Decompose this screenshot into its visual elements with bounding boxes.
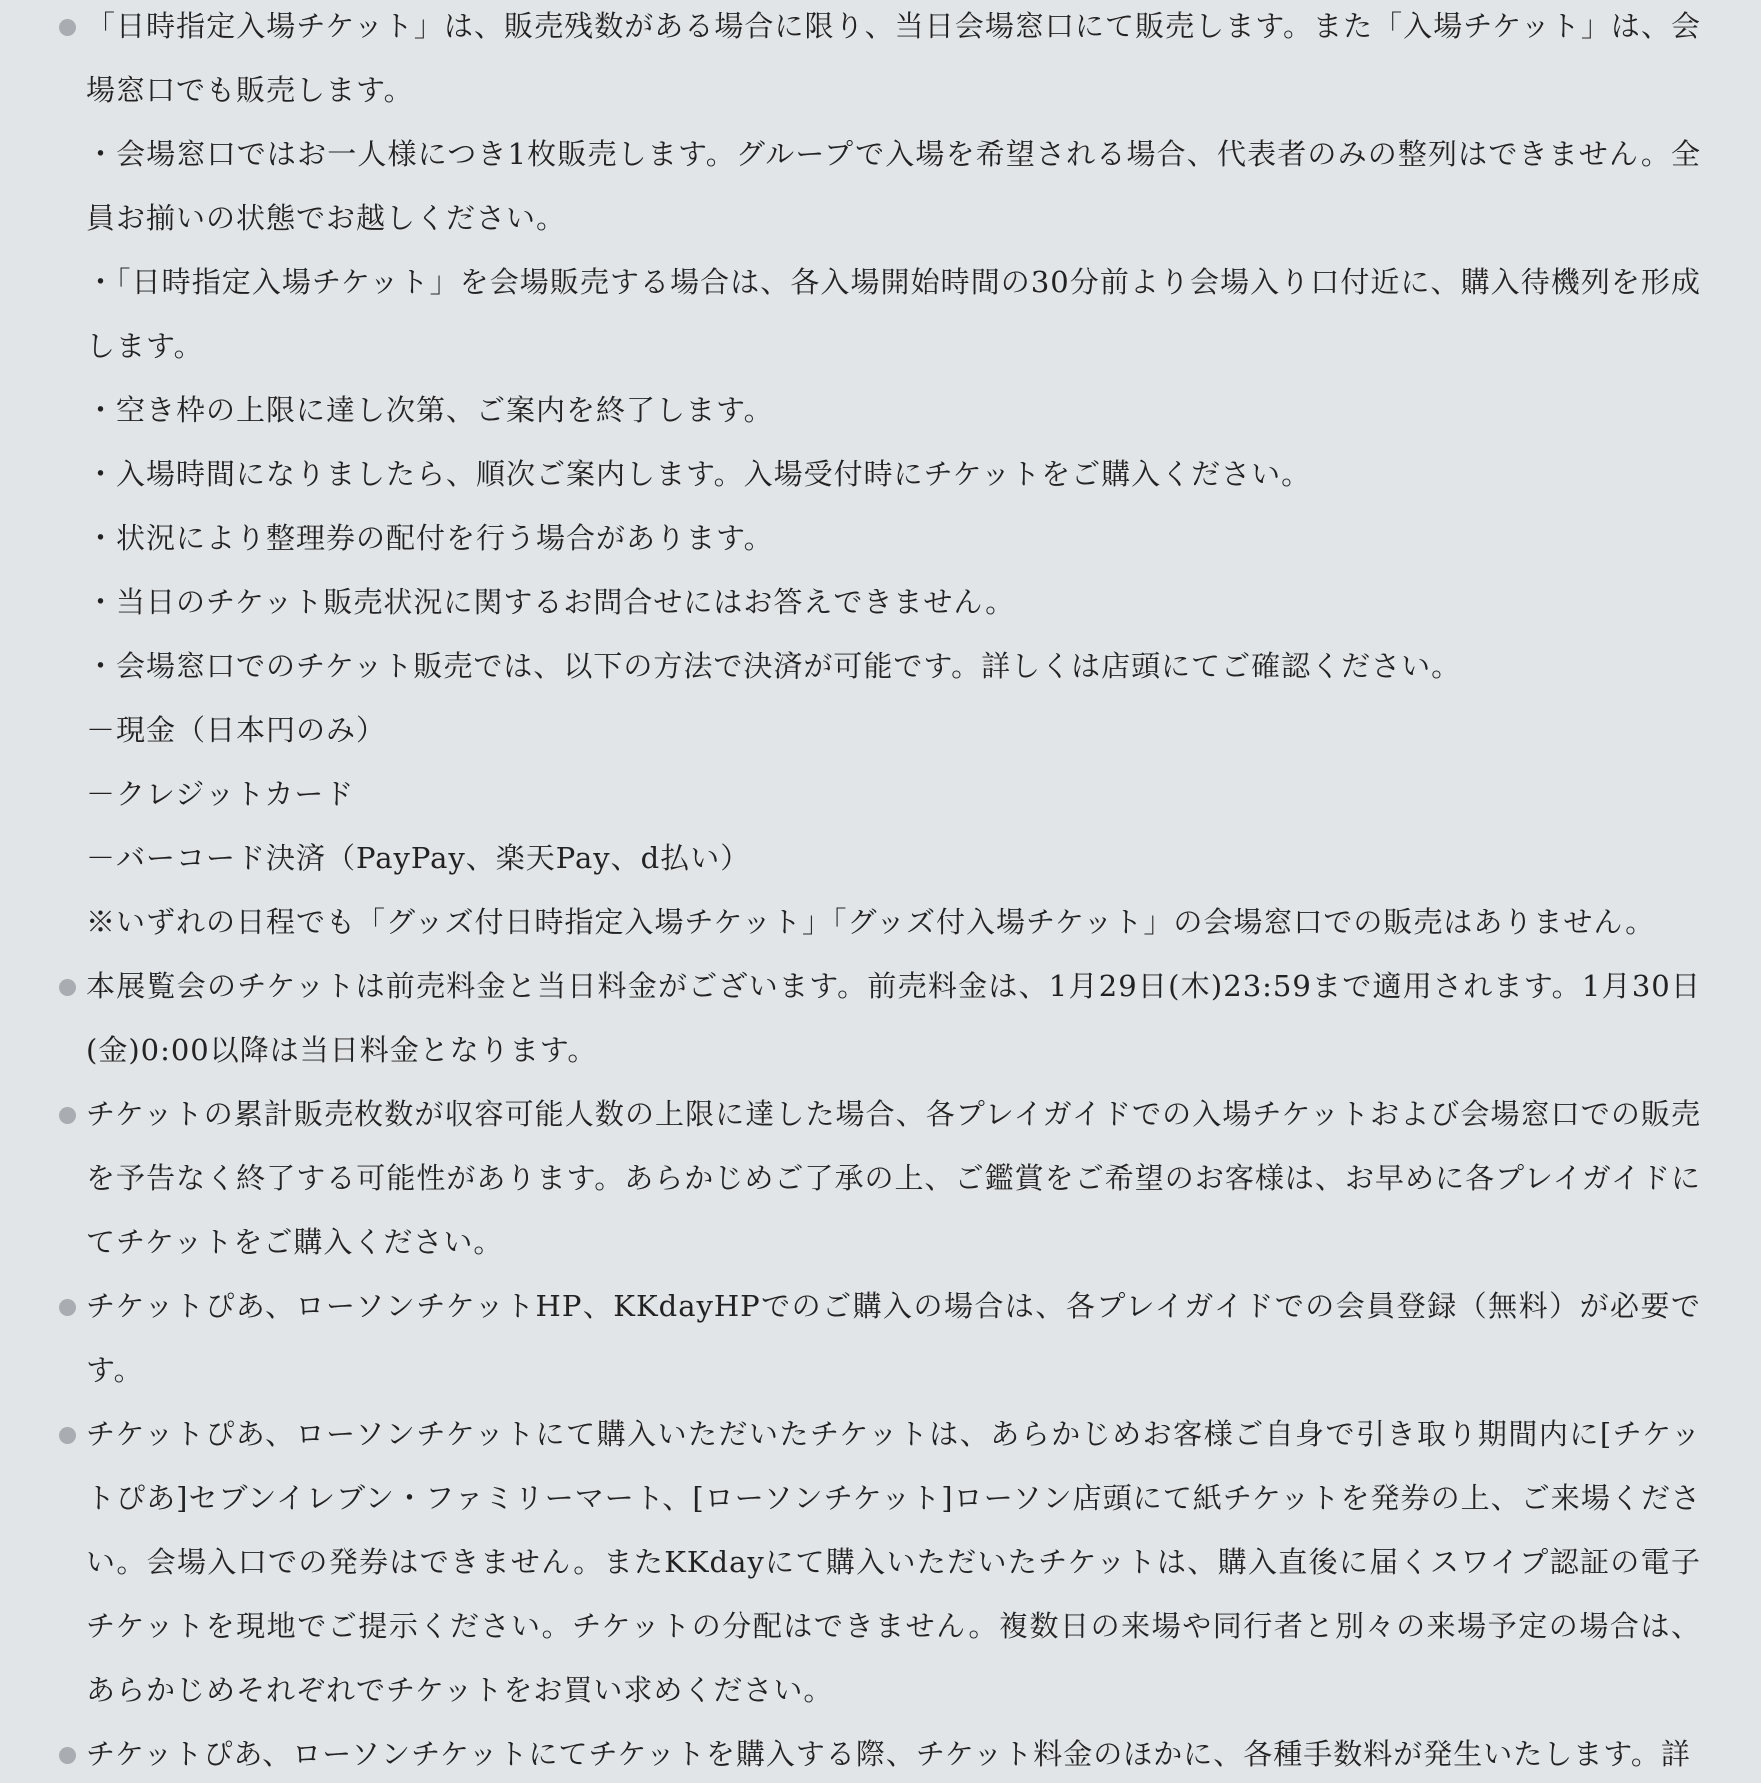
notice-text: 本展覧会のチケットは前売料金と当日料金がございます。前売料金は、1月29日(木)23:59まで適用されます。1月30日(金)0:00以降は当日料金となります。 xyxy=(86,969,1701,1067)
payment-method-credit-card: －クレジットカード xyxy=(86,777,355,811)
bullet-icon xyxy=(59,1427,76,1444)
notice-subitem: ・状況により整理券の配付を行う場合があります。 xyxy=(86,521,774,555)
notice-item-sales-limit xyxy=(58,1082,1701,1274)
bullet-icon xyxy=(59,1107,76,1124)
notice-item-pricing xyxy=(58,954,1701,1082)
notice-text: チケットぴあ、ローソンチケットにて購入いただいたチケットは、あらかじめお客様ご自身で引き取り期間内に[チケットぴあ]セブンイレブン・ファミリーマート、[ローソンチケット]ローソン店頭にて紙チケットを発券の上、ご来場ください。会場入口での発券はできません。またKKdayにて購入いただいたチケットは、購入直後に届くスワイプ認証の電子チケットを現地でご提示ください。チケットの分配はできません。複数日の来場や同行者と別々の来場予定の場合は、あらかじめそれぞれでチケットをお買い求めください。 xyxy=(86,1417,1701,1707)
notice-subitem: ・入場時間になりましたら、順次ご案内します。入場受付時にチケットをご購入ください。 xyxy=(86,457,1312,491)
payment-method-barcode: －バーコード決済（PayPay、楽天Pay、d払い） xyxy=(86,841,751,875)
notice-subitem: ・会場窓口ではお一人様につき1枚販売します。グループで入場を希望される場合、代表者のみの整列はできません。全員お揃いの状態でお越しください。 xyxy=(86,137,1701,235)
notice-text: チケットぴあ、ローソンチケットHP、KKdayHPでのご購入の場合は、各プレイガイドでの会員登録（無料）が必要です。 xyxy=(86,1289,1701,1387)
bullet-icon xyxy=(59,979,76,996)
notice-subitem: ・空き枠の上限に達し次第、ご案内を終了します。 xyxy=(86,393,774,427)
notice-item-ticket-issuance xyxy=(58,1402,1701,1722)
notice-item-membership xyxy=(58,1274,1701,1402)
notice-subitem: ・当日のチケット販売状況に関するお問合せにはお答えできません。 xyxy=(86,585,1016,619)
notice-text: 「日時指定入場チケット」は、販売残数がある場合に限り、当日会場窓口にて販売します。また「入場チケット」は、会場窓口でも販売します。 xyxy=(86,9,1701,107)
notice-subitem: ・「日時指定入場チケット」を会場販売する場合は、各入場開始時間の30分前より会場入り口付近に、購入待機列を形成します。 xyxy=(86,265,1701,363)
notice-item-onsite-sales xyxy=(58,0,1701,954)
bullet-icon xyxy=(59,19,76,36)
notice-text: チケットの累計販売枚数が収容可能人数の上限に達した場合、各プレイガイドでの入場チケットおよび会場窓口での販売を予告なく終了する可能性があります。あらかじめご了承の上、ご鑑賞をご希望のお客様は、お早めに各プレイガイドにてチケットをご購入ください。 xyxy=(86,1097,1701,1259)
bullet-icon xyxy=(59,1747,76,1764)
bullet-icon xyxy=(59,1299,76,1316)
notice-item-fees xyxy=(58,1722,1701,1783)
notice-remark: ※いずれの日程でも「グッズ付日時指定入場チケット」「グッズ付入場チケット」の会場窓口での販売はありません。 xyxy=(86,905,1656,939)
payment-method-cash: －現金（日本円のみ） xyxy=(86,713,387,747)
notice-subitem: ・会場窓口でのチケット販売では、以下の方法で決済が可能です。詳しくは店頭にてご確認ください。 xyxy=(86,649,1462,683)
notice-text: チケットぴあ、ローソンチケットにてチケットを購入する際、チケット料金のほかに、各種手数料が発生いたします。詳 xyxy=(86,1737,1691,1771)
ticket-notice-list xyxy=(58,0,1701,1783)
